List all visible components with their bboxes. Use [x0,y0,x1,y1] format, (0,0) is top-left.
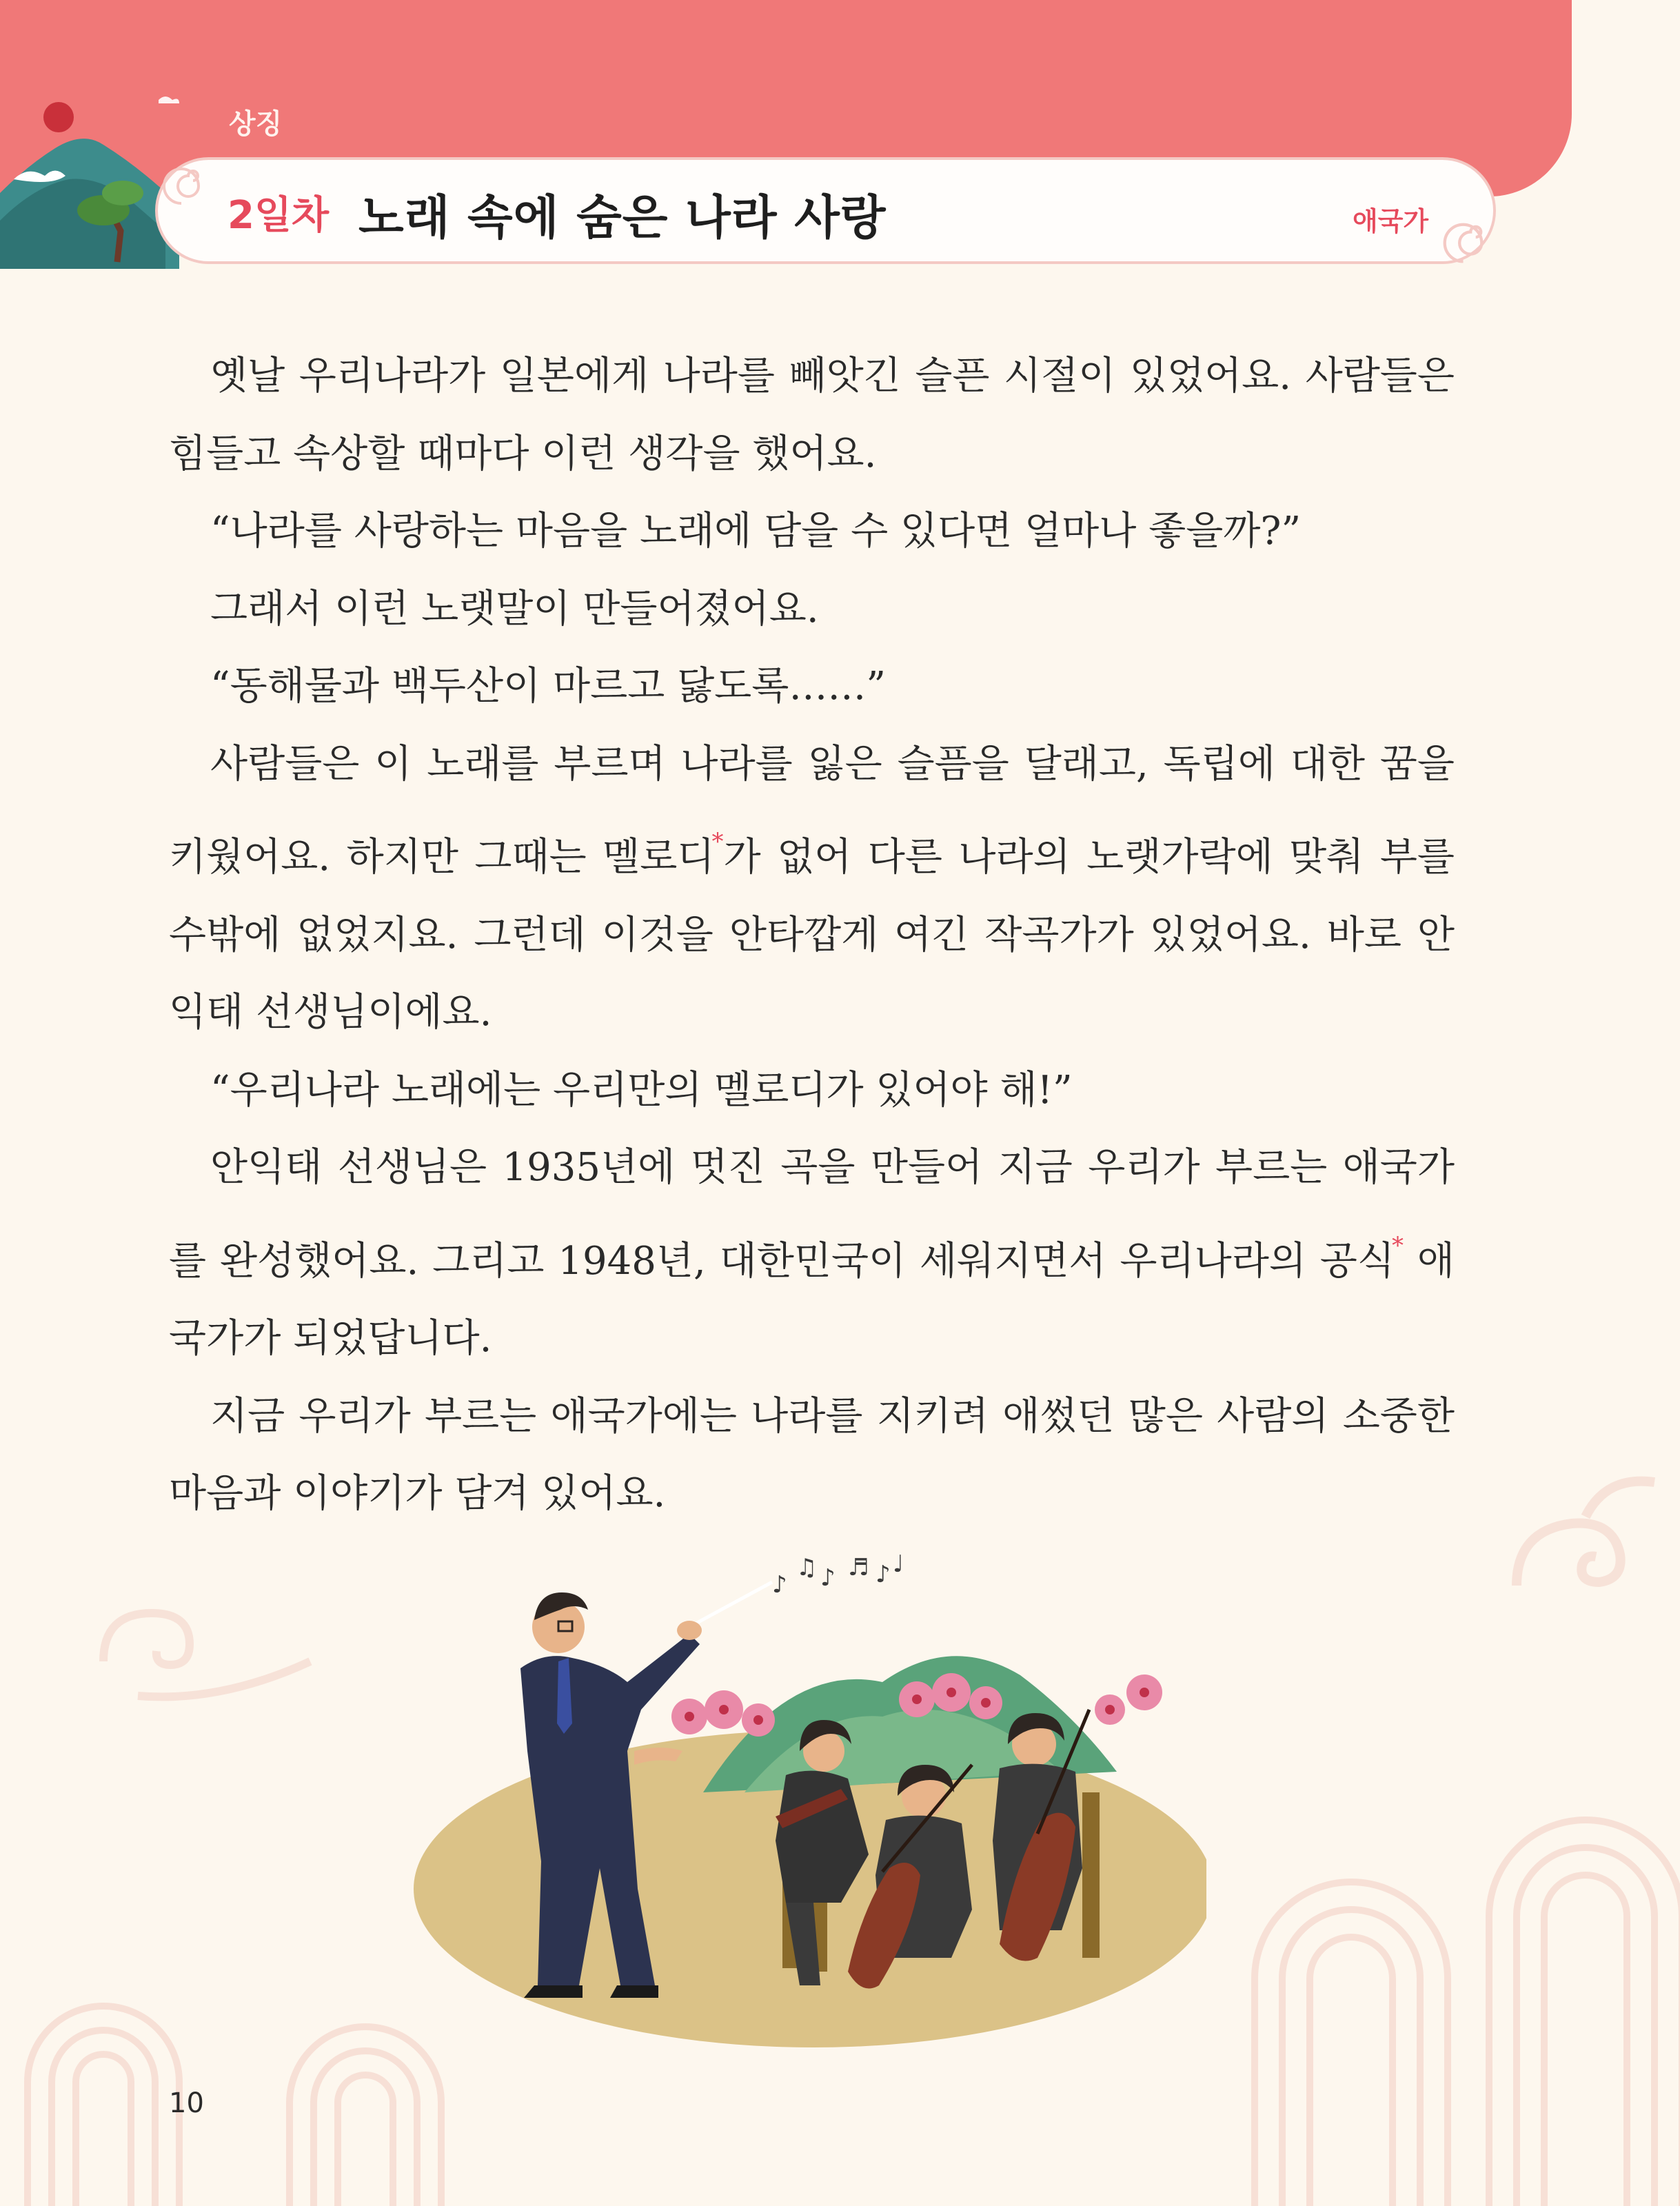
mountain-pine-decoration [0,83,179,276]
paragraph-part: 애국가가 되었답니다. [169,1238,1455,1361]
paragraph [169,726,1455,1052]
body-text [169,338,1455,1533]
paragraph-part: 안익태 선생님은 1935년에 멋진 곡을 만들어 지금 우리가 부르는 애국가를 완성했어요. 그리고 1948년, 대한민국이 세워지면서 우리나라의 공식 [169,1145,1455,1284]
topic-tag: 애국가 [1353,206,1429,236]
cloud-swirl-icon [157,162,205,210]
arch-pattern-decoration [0,1875,469,2206]
quote: “우리나라 노래에는 우리만의 멜로디가 있어야 해!” [210,1067,1073,1113]
svg-text:♩: ♩ [893,1550,904,1578]
svg-text:♪: ♪ [820,1564,836,1592]
cloud-swirl-icon [1503,1461,1680,1599]
page-number: 10 [169,2087,204,2119]
svg-text:♪: ♪ [876,1561,891,1588]
paragraph: 옛날 우리나라가 일본에게 나라를 빼앗긴 슬픈 시절이 있었어요. 사람들은 힘들고 속상할 때마다 이런 생각을 했어요. [169,354,1455,476]
paragraph [169,1129,1455,1378]
paragraph: 그래서 이런 노랫말이 만들어졌어요. [210,586,819,631]
cloud-swirl-icon [1437,217,1489,269]
svg-text:♪: ♪ [772,1571,787,1599]
page-title: 노래 속에 숨은 나라 사랑 [358,191,887,245]
paragraph-part: 사람들은 이 노래를 부르며 나라를 잃은 슬픔을 달래고, 독립에 대한 꿈을 키웠어요. 하지만 그때는 멜로디 [169,741,1455,880]
day-label: 2일차 [227,193,330,238]
arch-pattern-decoration [1241,1806,1680,2206]
svg-text:♫: ♫ [796,1554,818,1581]
quote: “나라를 사랑하는 마음을 노래에 담을 수 있다면 얼마나 좋을까?” [210,509,1302,554]
footnote-marker: * [711,828,724,856]
footnote-marker: * [1392,1231,1404,1259]
paragraph: 지금 우리가 부르는 애국가에는 나라를 지키려 애썼던 많은 사람의 소중한 마음과 이야기가 담겨 있어요. [169,1393,1455,1516]
paragraph-part: 가 없어 다른 나라의 노랫가락에 맞춰 부를 수밖에 없었지요. 그런데 이것을 안타깝게 여긴 작곡가가 있었어요. 바로 안익태 선생님이에요. [169,835,1455,1035]
quote: “동해물과 백두산이 마르고 닳도록……” [210,664,887,709]
conductor-orchestra-illustration [400,1544,1206,2047]
cloud-swirl-icon [97,1579,324,1717]
category-label: 상징 [229,108,283,140]
svg-text:♬: ♬ [848,1554,869,1581]
